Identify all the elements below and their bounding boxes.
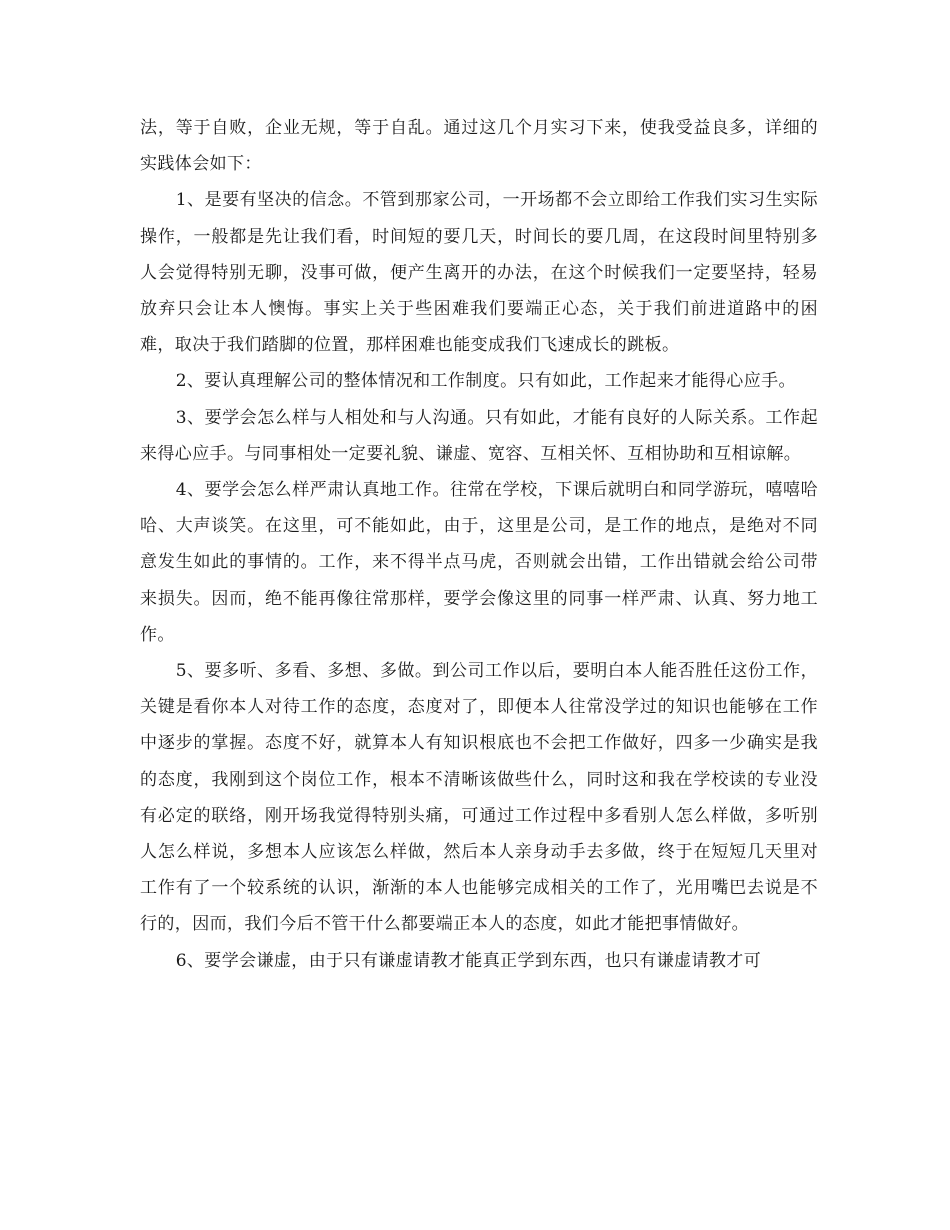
paragraph-point-3: 3、要学会怎么样与人相处和与人沟通。只有如此，才能有良好的人际关系。工作起来得心应手。与同事相处一定要礼貌、谦虚、宽容、互相关怀、互相协助和互相谅解。 [140,407,818,464]
paragraph-intro: 法，等于自败，企业无规，等于自乱。通过这几个月实习下来，使我受益良多，详细的实践体会如下： [140,118,818,175]
paragraph-point-2: 2、要认真理解公司的整体情况和工作制度。只有如此，工作起来才能得心应手。 [175,371,796,392]
paragraph-point-4: 4、要学会怎么样严肃认真地工作。往常在学校，下课后就明白和同学游玩，嘻嘻哈哈、大声谈笑。在这里，可不能如此，由于，这里是公司，是工作的地点，是绝对不同意发生如此的事情的。工作，来不得半点马虎，否则就会出错，工作出错就会给公司带来损失。因而，绝不能再像往常那样，要学会像这里的同事一样严肃、认真、努力地工作。 [140,480,818,645]
document-body [140,110,818,979]
paragraph-point-5: 5、要多听、多看、多想、多做。到公司工作以后，要明白本人能否胜任这份工作，关键是看你本人对待工作的态度，态度对了，即便本人往常没学过的知识也能够在工作中逐步的掌握。态度不好，就算本人有知识根底也不会把工作做好，四多一少确实是我的态度，我刚到这个岗位工作，根本不清晰该做些什么，同时这和我在学校读的专业没有必定的联络，刚开场我觉得特别头痛，可通过工作过程中多看别人怎么样做，多听别人怎么样说，多想本人应该怎么样做，然后本人亲身动手去多做，终于在短短几天里对工作有了一个较系统的认识，渐渐的本人也能够完成相关的工作了，光用嘴巴去说是不行的，因而，我们今后不管干什么都要端正本人的态度，如此才能把事情做好。 [140,661,818,935]
paragraph-point-1: 1、是要有坚决的信念。不管到那家公司，一开场都不会立即给工作我们实习生实际操作，一般都是先让我们看，时间短的要几天，时间长的要几周，在这段时间里特别多人会觉得特别无聊，没事可做，便产生离开的办法，在这个时候我们一定要坚持，轻易放弃只会让本人懊悔。事实上关于些困难我们要端正心态，关于我们前进道路中的困难，取决于我们踏脚的位置，那样困难也能变成我们飞速成长的跳板。 [140,190,818,356]
paragraph-point-6: 6、要学会谦虚，由于只有谦虚请教才能真正学到东西，也只有谦虚请教才可 [175,950,762,971]
